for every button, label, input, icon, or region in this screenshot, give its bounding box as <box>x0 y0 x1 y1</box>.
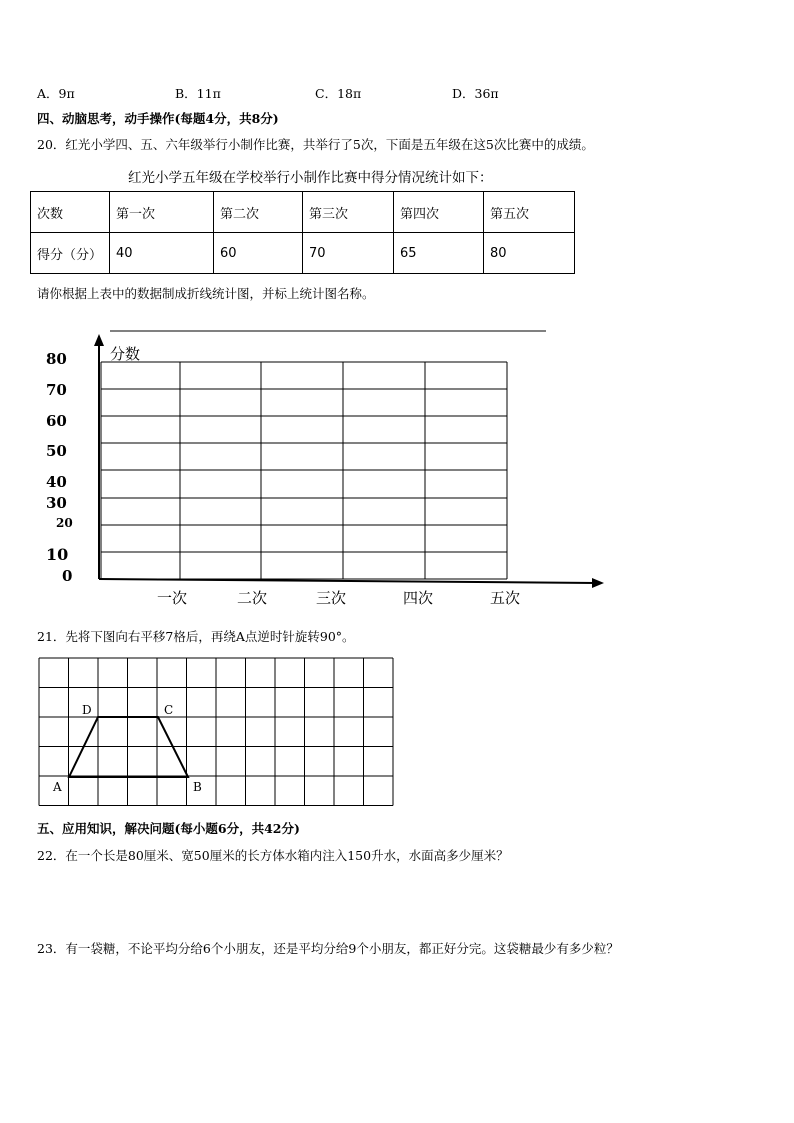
q22-text: 22．在一个长是80厘米、宽50厘米的长方体水箱内注入150升水，水面高多少厘米？ <box>37 848 509 863</box>
q20-instruction: 请你根据上表中的数据制成折线统计图，并标上统计图名称。 <box>37 286 375 301</box>
x-axis <box>99 579 596 583</box>
table-cell: 第一次 <box>110 192 214 233</box>
q21-text: 21．先将下图向右平移7格后，再绕A点逆时针旋转90°。 <box>37 629 355 644</box>
section5-heading: 五、应用知识，解决问题(每小题6分，共42分) <box>37 821 300 836</box>
q20-text: 20．红光小学四、五、六年级举行小制作比赛，共举行了5次，下面是五年级在这5次比赛中的成绩。 <box>37 137 594 152</box>
table-cell: 第四次 <box>394 192 484 233</box>
x-tick-label: 三次 <box>316 589 347 607</box>
translation-grid <box>38 656 396 810</box>
x-axis-arrow-icon <box>592 578 604 588</box>
y-tick-label: 0 <box>62 567 73 585</box>
table-header-times: 次数 <box>31 192 110 233</box>
table-cell: 65 <box>394 233 484 274</box>
y-tick-label: 20 <box>56 516 73 530</box>
table-row <box>31 233 575 274</box>
y-tick-label: 50 <box>46 442 67 460</box>
option-d: D．36π <box>452 86 499 101</box>
table-cell: 70 <box>303 233 394 274</box>
x-tick-label: 一次 <box>157 589 188 607</box>
y-tick-label: 80 <box>46 350 67 368</box>
option-c: C．18π <box>315 86 362 101</box>
table-cell: 80 <box>484 233 575 274</box>
table-header-score: 得分（分） <box>31 233 110 274</box>
y-tick-label: 10 <box>46 545 69 564</box>
table-caption: 红光小学五年级在学校举行小制作比赛中得分情况统计如下： <box>128 170 493 186</box>
score-table <box>30 191 575 274</box>
y-tick-label: 60 <box>46 412 67 430</box>
table-row <box>31 192 575 233</box>
chart-ylabel: 分数 <box>110 345 141 363</box>
point-label-d: D <box>82 703 92 717</box>
option-b: B．11π <box>175 86 221 101</box>
y-tick-label: 40 <box>46 473 67 491</box>
x-tick-label: 四次 <box>403 589 434 607</box>
option-a: A．9π <box>37 86 75 101</box>
y-axis-arrow-icon <box>94 334 104 346</box>
point-label-c: C <box>164 703 174 717</box>
point-label-b: B <box>193 780 202 794</box>
table-cell: 60 <box>214 233 303 274</box>
line-chart-grid <box>0 320 620 590</box>
y-tick-label: 70 <box>46 381 67 399</box>
section4-heading: 四、动脑思考，动手操作(每题4分，共8分) <box>37 111 279 126</box>
y-tick-label: 30 <box>46 494 67 512</box>
point-label-a: A <box>53 780 62 794</box>
x-tick-label: 二次 <box>237 589 268 607</box>
x-tick-label: 五次 <box>490 589 521 607</box>
table-cell: 第三次 <box>303 192 394 233</box>
table-cell: 第五次 <box>484 192 575 233</box>
table-cell: 第二次 <box>214 192 303 233</box>
q23-text: 23．有一袋糖，不论平均分给6个小朋友，还是平均分给9个小朋友，都正好分完。这袋糖最少有多少粒？ <box>37 941 619 956</box>
table-cell: 40 <box>110 233 214 274</box>
